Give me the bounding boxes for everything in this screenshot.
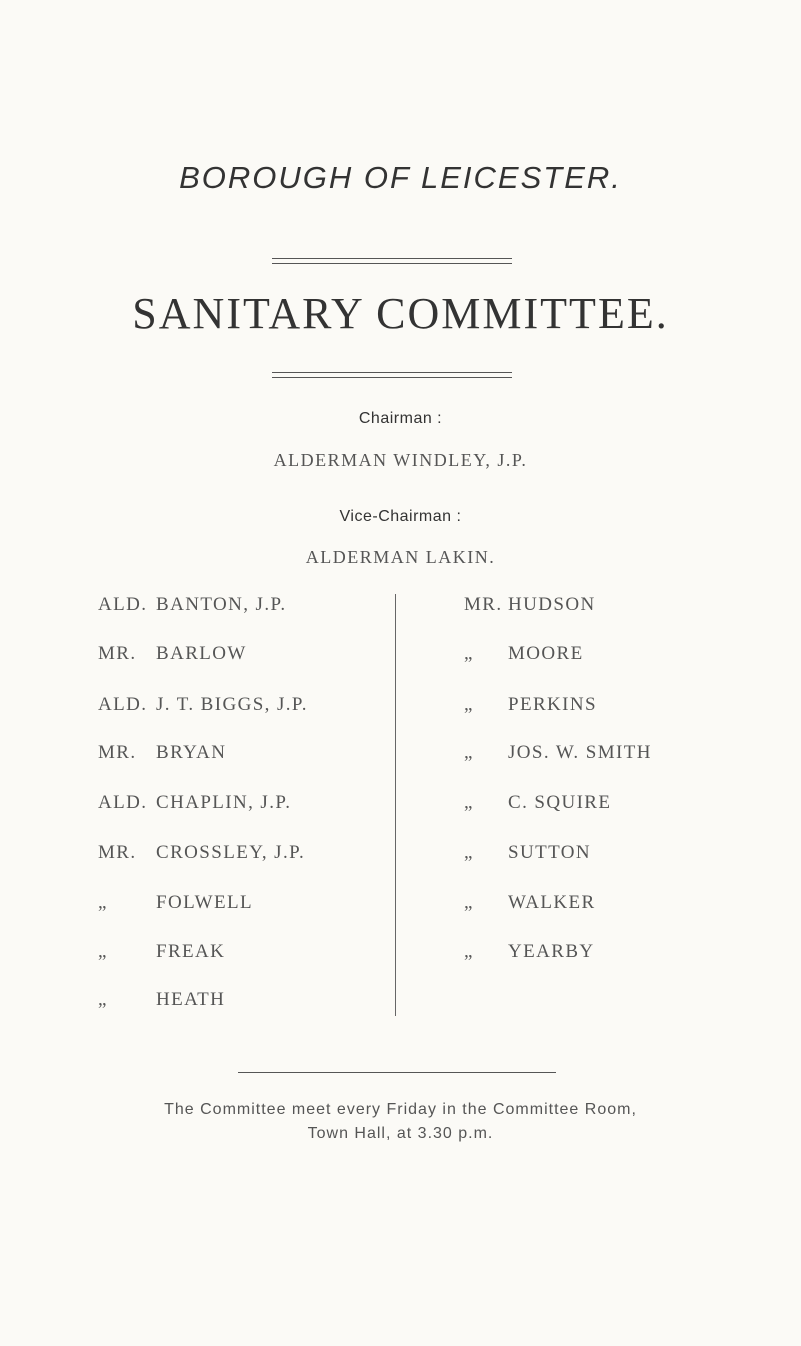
member-name: SUTTON: [508, 842, 591, 863]
page-title: SANITARY COMMITTEE.: [132, 289, 669, 338]
member-prefix: „: [464, 694, 474, 715]
bottom-rule: [238, 1072, 556, 1073]
member-prefix: ALD.: [98, 694, 148, 715]
member-name: FOLWELL: [156, 892, 254, 913]
member-name: CHAPLIN, J.P.: [156, 792, 292, 813]
double-rule-bottom: [272, 372, 512, 378]
member-name: BANTON, J.P.: [156, 594, 287, 615]
member-left: [98, 643, 247, 665]
member-name: JOS. W. SMITH: [508, 742, 652, 763]
member-right: [464, 892, 596, 914]
member-left: [98, 742, 226, 764]
chairman-name: ALDERMAN WINDLEY, J.P.: [273, 450, 528, 470]
double-rule-top: [272, 258, 512, 264]
member-name: MOORE: [508, 643, 584, 664]
member-name: YEARBY: [508, 941, 595, 962]
member-prefix: MR.: [98, 742, 137, 763]
member-name: HUDSON: [508, 594, 596, 615]
member-prefix: „: [464, 892, 474, 913]
member-name: WALKER: [508, 892, 596, 913]
member-prefix: „: [464, 792, 474, 813]
meeting-note-line2: Town Hall, at 3.30 p.m.: [307, 1125, 494, 1142]
member-prefix: „: [464, 842, 474, 863]
member-prefix: „: [98, 989, 108, 1010]
member-left: [98, 842, 305, 864]
member-right: [464, 792, 611, 814]
member-right: [464, 694, 597, 716]
vice-chairman-title: Vice-Chairman :: [339, 508, 462, 525]
member-name: C. SQUIRE: [508, 792, 612, 813]
borough-heading: BOROUGH OF LEICESTER.: [179, 160, 622, 195]
member-name: J. T. BIGGS, J.P.: [156, 694, 308, 715]
member-prefix: „: [464, 742, 474, 763]
member-name: BARLOW: [156, 643, 247, 664]
member-left: [98, 694, 308, 716]
member-right: [464, 742, 652, 764]
member-name: PERKINS: [508, 694, 597, 715]
chairman-title: Chairman :: [358, 410, 443, 427]
member-left: [98, 792, 291, 814]
member-prefix: „: [98, 892, 108, 913]
member-right: [464, 842, 591, 864]
member-name: FREAK: [156, 941, 226, 962]
member-prefix: „: [98, 941, 108, 962]
member-right: [464, 941, 595, 963]
vice-chairman-name: ALDERMAN LAKIN.: [305, 547, 496, 567]
member-right: [464, 643, 584, 665]
member-name: BRYAN: [156, 742, 227, 763]
member-prefix: MR.: [98, 842, 137, 863]
member-prefix: MR.: [464, 594, 503, 615]
member-prefix: „: [464, 643, 474, 664]
member-prefix: MR.: [98, 643, 137, 664]
column-divider: [395, 594, 396, 1016]
member-left: [98, 594, 286, 616]
member-name: HEATH: [156, 989, 226, 1010]
member-prefix: „: [464, 941, 474, 962]
member-prefix: ALD.: [98, 792, 148, 813]
member-name: CROSSLEY, J.P.: [156, 842, 306, 863]
meeting-note-line1: The Committee meet every Friday in the Committee Room,: [164, 1101, 637, 1118]
member-left: [98, 989, 225, 1011]
member-left: [98, 892, 253, 914]
member-left: [98, 941, 225, 963]
member-prefix: ALD.: [98, 594, 148, 615]
member-right: [464, 594, 596, 616]
